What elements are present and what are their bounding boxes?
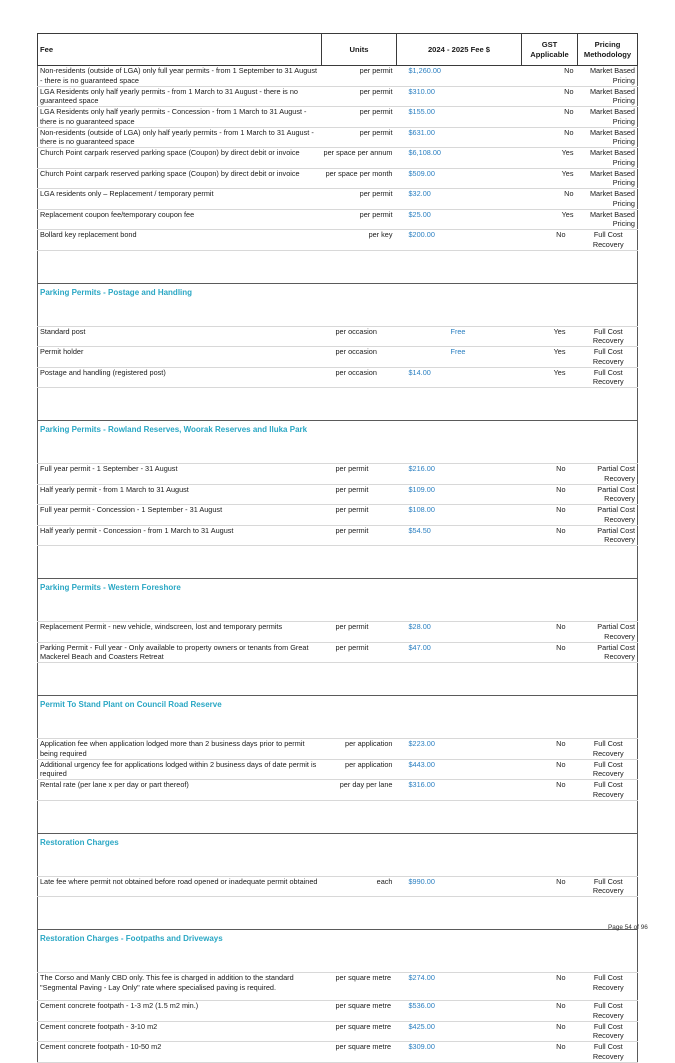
gst-applicable: No — [522, 973, 578, 1001]
fee-description: Church Point carpark reserved parking space (Coupon) by direct debit or invoice — [38, 168, 322, 189]
fee-description: Cement concrete footpath - 10-50 m2 — [38, 1042, 322, 1063]
table-row — [38, 66, 638, 87]
section-spacer — [38, 897, 638, 930]
header-amount: 2024 - 2025 Fee $ — [397, 34, 522, 66]
fee-description: Cement concrete footpath - 3-10 m2 — [38, 1021, 322, 1042]
fee-description: LGA residents only – Replacement / temporary permit — [38, 189, 322, 210]
table-row — [38, 505, 638, 526]
gst-applicable: No — [522, 1021, 578, 1042]
fee-amount: $54.50 — [397, 525, 522, 546]
gst-applicable: No — [522, 230, 578, 251]
fee-units: per permit — [322, 107, 397, 128]
fee-description: Application fee when application lodged more than 2 business days prior to permit being required — [38, 739, 322, 760]
section-spacer — [38, 250, 638, 283]
gst-applicable: No — [522, 86, 578, 107]
fee-description: Late fee where permit not obtained before road opened or inadequate permit obtained — [38, 876, 322, 897]
table-row — [38, 1021, 638, 1042]
fee-units: per application — [322, 759, 397, 780]
fee-units: per square metre — [322, 1042, 397, 1063]
page-number: Page 54 of 96 — [608, 924, 648, 931]
pricing-methodology: Market Based Pricing — [578, 107, 638, 128]
fee-units: per permit — [322, 464, 397, 485]
pricing-methodology: Market Based Pricing — [578, 168, 638, 189]
fee-amount: Free — [397, 347, 522, 368]
pricing-methodology: Full Cost Recovery — [578, 1021, 638, 1042]
gst-applicable: Yes — [522, 347, 578, 368]
fee-description: Additional urgency fee for applications lodged within 2 business days of date permit is required — [38, 759, 322, 780]
fee-description: Half yearly permit - from 1 March to 31 August — [38, 484, 322, 505]
fee-units: per permit — [322, 86, 397, 107]
pricing-methodology: Full Cost Recovery — [578, 326, 638, 347]
pricing-methodology: Market Based Pricing — [578, 66, 638, 87]
fee-amount: $28.00 — [397, 622, 522, 643]
section-title: Parking Permits - Western Foreshore — [38, 579, 638, 622]
pricing-methodology: Full Cost Recovery — [578, 1042, 638, 1063]
fee-amount: $200.00 — [397, 230, 522, 251]
gst-applicable: No — [522, 739, 578, 760]
fee-units: each — [322, 876, 397, 897]
fee-amount: $631.00 — [397, 127, 522, 148]
fee-amount: $316.00 — [397, 780, 522, 801]
fee-amount: $216.00 — [397, 464, 522, 485]
fee-amount: $108.00 — [397, 505, 522, 526]
section-spacer — [38, 800, 638, 833]
gst-applicable: No — [522, 189, 578, 210]
section-title: Parking Permits - Rowland Reserves, Woorak Reserves and Iluka Park — [38, 421, 638, 464]
fee-amount: $443.00 — [397, 759, 522, 780]
fee-units: per permit — [322, 525, 397, 546]
fee-description: Half yearly permit - Concession - from 1 March to 31 August — [38, 525, 322, 546]
pricing-methodology: Partial Cost Recovery — [578, 464, 638, 485]
fee-amount: $310.00 — [397, 86, 522, 107]
fee-amount: $6,108.00 — [397, 148, 522, 169]
pricing-methodology: Partial Cost Recovery — [578, 484, 638, 505]
gst-applicable: No — [522, 484, 578, 505]
table-row — [38, 209, 638, 230]
gst-applicable: Yes — [522, 209, 578, 230]
pricing-methodology: Full Cost Recovery — [578, 759, 638, 780]
gst-applicable: No — [522, 759, 578, 780]
fee-amount: $309.00 — [397, 1042, 522, 1063]
fees-page — [37, 33, 637, 1063]
fee-description: LGA Residents only half yearly permits - from 1 March to 31 August - there is no guaranteed space — [38, 86, 322, 107]
fee-description: Non-residents (outside of LGA) only half yearly permits - from 1 March to 31 August - there is no guaranteed space — [38, 127, 322, 148]
pricing-methodology: Market Based Pricing — [578, 189, 638, 210]
fee-units: per space per annum — [322, 148, 397, 169]
fee-description: Replacement Permit - new vehicle, windscreen, lost and temporary permits — [38, 622, 322, 643]
fee-units: per occasion — [322, 367, 397, 388]
section-title: Restoration Charges — [38, 833, 638, 876]
fee-units: per square metre — [322, 1001, 397, 1022]
fee-description: Standard post — [38, 326, 322, 347]
fee-units: per permit — [322, 505, 397, 526]
table-row — [38, 622, 638, 643]
gst-applicable: Yes — [522, 148, 578, 169]
fee-description: Postage and handling (registered post) — [38, 367, 322, 388]
section-header — [38, 579, 638, 622]
fee-amount: $25.00 — [397, 209, 522, 230]
section-title: Restoration Charges - Footpaths and Driveways — [38, 930, 638, 973]
table-row — [38, 168, 638, 189]
fee-units: per key — [322, 230, 397, 251]
pricing-methodology: Full Cost Recovery — [578, 876, 638, 897]
section-header — [38, 930, 638, 973]
fee-description: Permit holder — [38, 347, 322, 368]
fee-units: per permit — [322, 642, 397, 663]
pricing-methodology: Market Based Pricing — [578, 86, 638, 107]
pricing-methodology: Market Based Pricing — [578, 209, 638, 230]
pricing-methodology: Partial Cost Recovery — [578, 642, 638, 663]
gst-applicable: Yes — [522, 367, 578, 388]
fee-units: per space per month — [322, 168, 397, 189]
fee-amount: $425.00 — [397, 1021, 522, 1042]
header-fee: Fee — [38, 34, 322, 66]
fee-amount: $109.00 — [397, 484, 522, 505]
fee-units: per occasion — [322, 326, 397, 347]
pricing-methodology: Market Based Pricing — [578, 127, 638, 148]
fee-amount: $990.00 — [397, 876, 522, 897]
fee-units: per permit — [322, 66, 397, 87]
header-pricing: Pricing Methodology — [578, 34, 638, 66]
header-gst: GST Applicable — [522, 34, 578, 66]
fee-amount: $1,260.00 — [397, 66, 522, 87]
section-spacer — [38, 388, 638, 421]
fee-amount: $155.00 — [397, 107, 522, 128]
fee-description: Cement concrete footpath - 1-3 m2 (1.5 m2 min.) — [38, 1001, 322, 1022]
fee-description: Full year permit - Concession - 1 September - 31 August — [38, 505, 322, 526]
pricing-methodology: Partial Cost Recovery — [578, 525, 638, 546]
table-row — [38, 326, 638, 347]
fee-units: per day per lane — [322, 780, 397, 801]
fee-description: Replacement coupon fee/temporary coupon fee — [38, 209, 322, 230]
gst-applicable: No — [522, 464, 578, 485]
pricing-methodology: Partial Cost Recovery — [578, 622, 638, 643]
fee-amount: $223.00 — [397, 739, 522, 760]
gst-applicable: No — [522, 1001, 578, 1022]
gst-applicable: No — [522, 876, 578, 897]
table-row — [38, 347, 638, 368]
section-header — [38, 833, 638, 876]
table-row — [38, 189, 638, 210]
table-row — [38, 86, 638, 107]
fee-description: The Corso and Manly CBD only. This fee is charged in addition to the standard "Segmental Paving - Lay Only" rate where specialised paving is required. — [38, 973, 322, 1001]
gst-applicable: No — [522, 780, 578, 801]
fee-amount: $14.00 — [397, 367, 522, 388]
section-header — [38, 421, 638, 464]
fee-units: per application — [322, 739, 397, 760]
fee-units: per permit — [322, 127, 397, 148]
table-row — [38, 759, 638, 780]
section-spacer — [38, 663, 638, 696]
fee-units: per permit — [322, 622, 397, 643]
fee-amount: $32.00 — [397, 189, 522, 210]
pricing-methodology: Full Cost Recovery — [578, 230, 638, 251]
section-header — [38, 283, 638, 326]
table-row — [38, 1042, 638, 1063]
fee-units: per permit — [322, 484, 397, 505]
fee-description: Bollard key replacement bond — [38, 230, 322, 251]
table-row — [38, 367, 638, 388]
pricing-methodology: Market Based Pricing — [578, 148, 638, 169]
fee-description: Church Point carpark reserved parking space (Coupon) by direct debit or invoice — [38, 148, 322, 169]
gst-applicable: No — [522, 66, 578, 87]
fee-description: Non-residents (outside of LGA) only full year permits - from 1 September to 31 August - there is no guaranteed space — [38, 66, 322, 87]
pricing-methodology: Partial Cost Recovery — [578, 505, 638, 526]
table-row — [38, 525, 638, 546]
pricing-methodology: Full Cost Recovery — [578, 780, 638, 801]
pricing-methodology: Full Cost Recovery — [578, 973, 638, 1001]
fee-amount: Free — [397, 326, 522, 347]
fee-units: per permit — [322, 189, 397, 210]
gst-applicable: Yes — [522, 326, 578, 347]
pricing-methodology: Full Cost Recovery — [578, 367, 638, 388]
fees-table — [37, 33, 638, 1063]
table-row — [38, 484, 638, 505]
fee-units: per square metre — [322, 1021, 397, 1042]
table-row — [38, 148, 638, 169]
gst-applicable: Yes — [522, 168, 578, 189]
gst-applicable: No — [522, 1042, 578, 1063]
table-row — [38, 464, 638, 485]
fee-amount: $47.00 — [397, 642, 522, 663]
gst-applicable: No — [522, 622, 578, 643]
gst-applicable: No — [522, 642, 578, 663]
fee-amount: $536.00 — [397, 1001, 522, 1022]
fee-description: Full year permit - 1 September - 31 August — [38, 464, 322, 485]
fee-description: Rental rate (per lane x per day or part thereof) — [38, 780, 322, 801]
fee-units: per occasion — [322, 347, 397, 368]
table-row — [38, 973, 638, 1001]
gst-applicable: No — [522, 107, 578, 128]
section-title: Permit To Stand Plant on Council Road Reserve — [38, 696, 638, 739]
table-row — [38, 739, 638, 760]
fee-amount: $274.00 — [397, 973, 522, 1001]
fee-units: per permit — [322, 209, 397, 230]
gst-applicable: No — [522, 525, 578, 546]
fee-description: Parking Permit - Full year - Only available to property owners or tenants from Great Mackerel Beach and Coasters Retreat — [38, 642, 322, 663]
gst-applicable: No — [522, 505, 578, 526]
header-units: Units — [322, 34, 397, 66]
section-title: Parking Permits - Postage and Handling — [38, 283, 638, 326]
fee-description: LGA Residents only half yearly permits - Concession - from 1 March to 31 August - there is no guaranteed space — [38, 107, 322, 128]
table-row — [38, 107, 638, 128]
table-row — [38, 127, 638, 148]
table-header-row — [38, 34, 638, 66]
section-header — [38, 696, 638, 739]
table-row — [38, 780, 638, 801]
table-row — [38, 1001, 638, 1022]
pricing-methodology: Full Cost Recovery — [578, 347, 638, 368]
table-row — [38, 876, 638, 897]
gst-applicable: No — [522, 127, 578, 148]
table-row — [38, 230, 638, 251]
table-row — [38, 642, 638, 663]
section-spacer — [38, 546, 638, 579]
pricing-methodology: Full Cost Recovery — [578, 1001, 638, 1022]
fee-units: per square metre — [322, 973, 397, 1001]
fee-amount: $509.00 — [397, 168, 522, 189]
pricing-methodology: Full Cost Recovery — [578, 739, 638, 760]
